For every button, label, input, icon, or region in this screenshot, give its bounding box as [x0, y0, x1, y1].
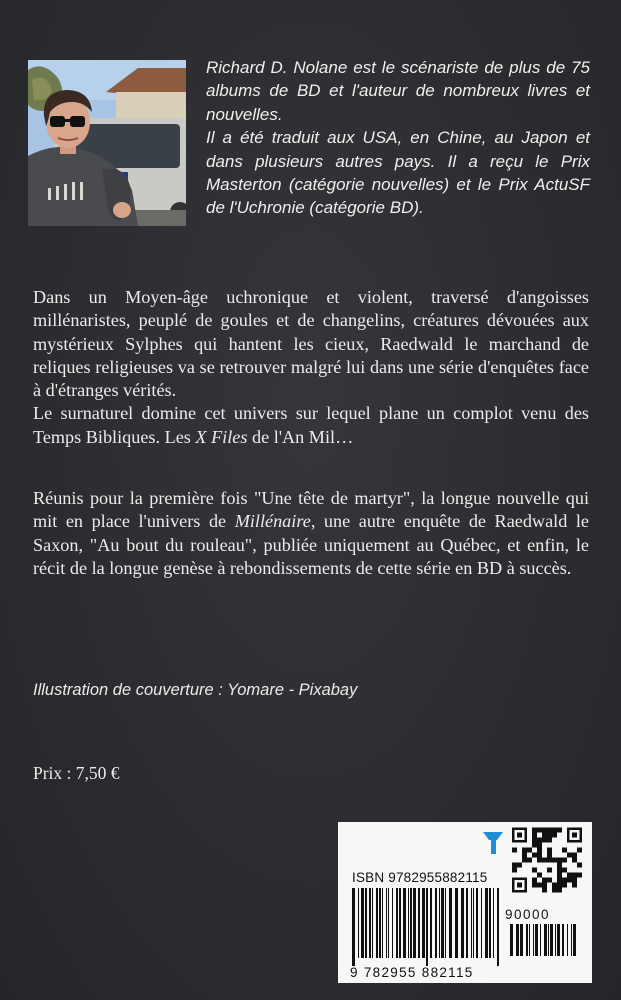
barcode-bar [550, 924, 553, 956]
barcode-bar [399, 888, 401, 958]
qr-module [532, 838, 537, 843]
barcode-bar [376, 888, 378, 958]
qr-module [522, 858, 527, 863]
synopsis-paragraph-2 [33, 487, 589, 580]
qr-module [542, 838, 547, 843]
barcode-bar [466, 888, 468, 958]
qr-module [557, 888, 562, 893]
qr-module [517, 863, 522, 868]
synopsis-text-a: Dans un Moyen-âge uchronique et violent, traversé d'angoisses millénaristes, peuplé de goules et de changelins, créatures dévouées aux mystérieux Sylphes qui hantent les cieux, Raedwald le marchand de reliques religieuses va se retrouver malgré lui dans une série d'enquêtes face à d'étranges vérités. [33, 287, 589, 401]
synopsis-text-b [33, 402, 589, 449]
barcode-bar [408, 888, 409, 958]
barcode-bar [441, 888, 444, 958]
qr-module [527, 848, 532, 853]
qr-module [557, 863, 562, 868]
barcode-bar [493, 888, 494, 958]
barcode-bar [471, 888, 472, 958]
qr-module [512, 848, 517, 853]
qr-module [532, 883, 537, 888]
barcode-bar [535, 924, 538, 956]
barcode-bar [520, 924, 523, 956]
barcode-bar [352, 888, 355, 966]
barcode-bar [540, 924, 541, 956]
barcode-bar [476, 888, 478, 958]
qr-module [532, 853, 537, 858]
qr-module [562, 848, 567, 853]
barcode-bar [562, 924, 564, 956]
barcode-bar [571, 924, 572, 956]
qr-module [537, 838, 542, 843]
bio-paragraph-1: Richard D. Nolane est le scénariste de plus de 75 albums de BD et l'auteur de nombreux livres et nouvelles. [206, 58, 590, 124]
qr-module [547, 868, 552, 873]
qr-module [547, 848, 552, 853]
synopsis-text-b-start: Le surnaturel domine cet univers sur lequel plane un complot venu des Temps Bibliques. Les [33, 403, 589, 447]
barcode-bar [413, 888, 416, 958]
barcode-bar [422, 888, 425, 958]
barcode-bar [365, 888, 367, 958]
barcode-bar [544, 924, 547, 956]
price-label: Prix : 7,50 € [33, 763, 120, 783]
barcode-bar [573, 924, 576, 956]
qr-module [547, 853, 552, 858]
qr-module [562, 878, 567, 883]
barcode-bar [372, 888, 373, 958]
qr-module [557, 858, 562, 863]
publisher-logo-icon [481, 830, 505, 856]
qr-module [512, 868, 517, 873]
cover-illustration-credit: Illustration de couverture : Yomare - Pixabay [33, 681, 358, 699]
synopsis-millenaire-italic: Millénaire [234, 511, 311, 532]
barcode-bar [557, 924, 560, 956]
synopsis-xfiles-italic: X Files [195, 426, 248, 447]
synopsis-text-c [33, 487, 589, 580]
synopsis-text-b-end: de l'An Mil… [247, 426, 354, 447]
qr-module [572, 878, 577, 883]
barcode-bar [361, 888, 364, 958]
qr-module [552, 828, 557, 833]
qr-module [512, 863, 517, 868]
barcode-bar [529, 924, 530, 956]
barcode-bar [382, 888, 383, 958]
barcode-bar [548, 924, 549, 956]
synopsis-text-c-start: Réunis pour la première fois "Une tête de martyr", la longue nouvelle qui mit en place l'univers de [33, 488, 589, 532]
qr-module [537, 883, 542, 888]
qr-module [557, 868, 562, 873]
qr-module [542, 833, 547, 838]
barcode-bar [481, 888, 482, 958]
qr-module [567, 853, 572, 858]
qr-module [557, 883, 562, 888]
qr-module [547, 878, 552, 883]
barcode-bar [510, 924, 513, 956]
barcode-bar [461, 888, 464, 958]
qr-module [562, 858, 567, 863]
author-bio [206, 56, 590, 220]
qr-module [547, 828, 552, 833]
barcode-bar [526, 924, 528, 956]
qr-module [552, 858, 557, 863]
qr-module [572, 858, 577, 863]
barcode-bar [533, 924, 534, 956]
qr-module [557, 873, 562, 878]
barcode-bar [426, 888, 428, 966]
bio-paragraph-2: Il a été traduit aux USA, en Chine, au Japon et dans plusieurs autres pays. Il a reçu le Prix Masterton (catégorie nouvelles) et le Prix ActuSF de l'Uchronie (catégorie BD). [206, 128, 590, 218]
qr-module [532, 843, 537, 848]
qr-module [532, 828, 537, 833]
barcode-bar [497, 888, 499, 966]
barcode-bar [418, 888, 420, 958]
barcode-bar [439, 888, 440, 958]
qr-module [572, 883, 577, 888]
qr-module [537, 858, 542, 863]
qr-module [572, 873, 577, 878]
barcode-bar [435, 888, 437, 958]
qr-module [522, 853, 527, 858]
qr-module [532, 868, 537, 873]
isbn-label: ISBN 9782955882115 [352, 870, 488, 885]
barcode-bar [449, 888, 452, 958]
addon-barcode-icon [510, 924, 576, 964]
qr-module [542, 878, 547, 883]
barcode-addon-number: 90000 [505, 907, 551, 922]
barcode-bar [516, 924, 519, 956]
barcode-bar [455, 888, 458, 958]
barcode-bar [392, 888, 393, 958]
synopsis-text-c-end: , une autre enquête de Raedwald le Saxon, "Au bout du rouleau", publiée uniquement au Québec, et enfin, le récit de la longue genèse à rebondissements de cette série en BD à succès. [33, 511, 589, 578]
qr-finder [572, 833, 577, 838]
qr-module [562, 883, 567, 888]
barcode-bar [473, 888, 474, 958]
qr-module [552, 888, 557, 893]
qr-module [547, 833, 552, 838]
qr-module [552, 833, 557, 838]
qr-module [532, 833, 537, 838]
qr-finder [517, 833, 522, 838]
qr-module [567, 878, 572, 883]
qr-module [547, 838, 552, 843]
qr-module [542, 888, 547, 893]
qr-module [562, 868, 567, 873]
qr-code-icon [512, 827, 582, 893]
barcode-bar [369, 888, 371, 958]
barcode-bar [485, 888, 488, 958]
barcode-bar [410, 888, 412, 958]
barcode-bar [379, 888, 381, 958]
barcode-bar [567, 924, 568, 956]
qr-module [557, 828, 562, 833]
qr-module [522, 848, 527, 853]
qr-module [557, 878, 562, 883]
barcode-panel [338, 822, 592, 983]
qr-module [537, 853, 542, 858]
qr-module [542, 858, 547, 863]
barcode-bar [430, 888, 432, 958]
qr-module [537, 848, 542, 853]
qr-module [532, 878, 537, 883]
barcode-bar [489, 888, 491, 958]
qr-module [527, 858, 532, 863]
barcode-bar [555, 924, 556, 956]
qr-module [547, 858, 552, 863]
qr-module [577, 848, 582, 853]
ean-barcode-icon [352, 888, 502, 966]
barcode-bar [386, 888, 387, 958]
qr-module [537, 843, 542, 848]
qr-finder [517, 883, 522, 888]
qr-module [577, 873, 582, 878]
synopsis-paragraph-1 [33, 286, 589, 449]
ean-digits: 9 782955 882115 [350, 965, 474, 980]
barcode-bar [388, 888, 389, 958]
qr-module [542, 883, 547, 888]
barcode-bar [396, 888, 398, 958]
qr-module [537, 828, 542, 833]
barcode-bar [358, 888, 359, 958]
author-photo [28, 60, 186, 226]
qr-module [537, 873, 542, 878]
barcode-bar [403, 888, 406, 958]
qr-module [577, 863, 582, 868]
qr-module [542, 828, 547, 833]
qr-module [567, 873, 572, 878]
barcode-bar [445, 888, 446, 958]
qr-module [552, 883, 557, 888]
qr-module [572, 853, 577, 858]
